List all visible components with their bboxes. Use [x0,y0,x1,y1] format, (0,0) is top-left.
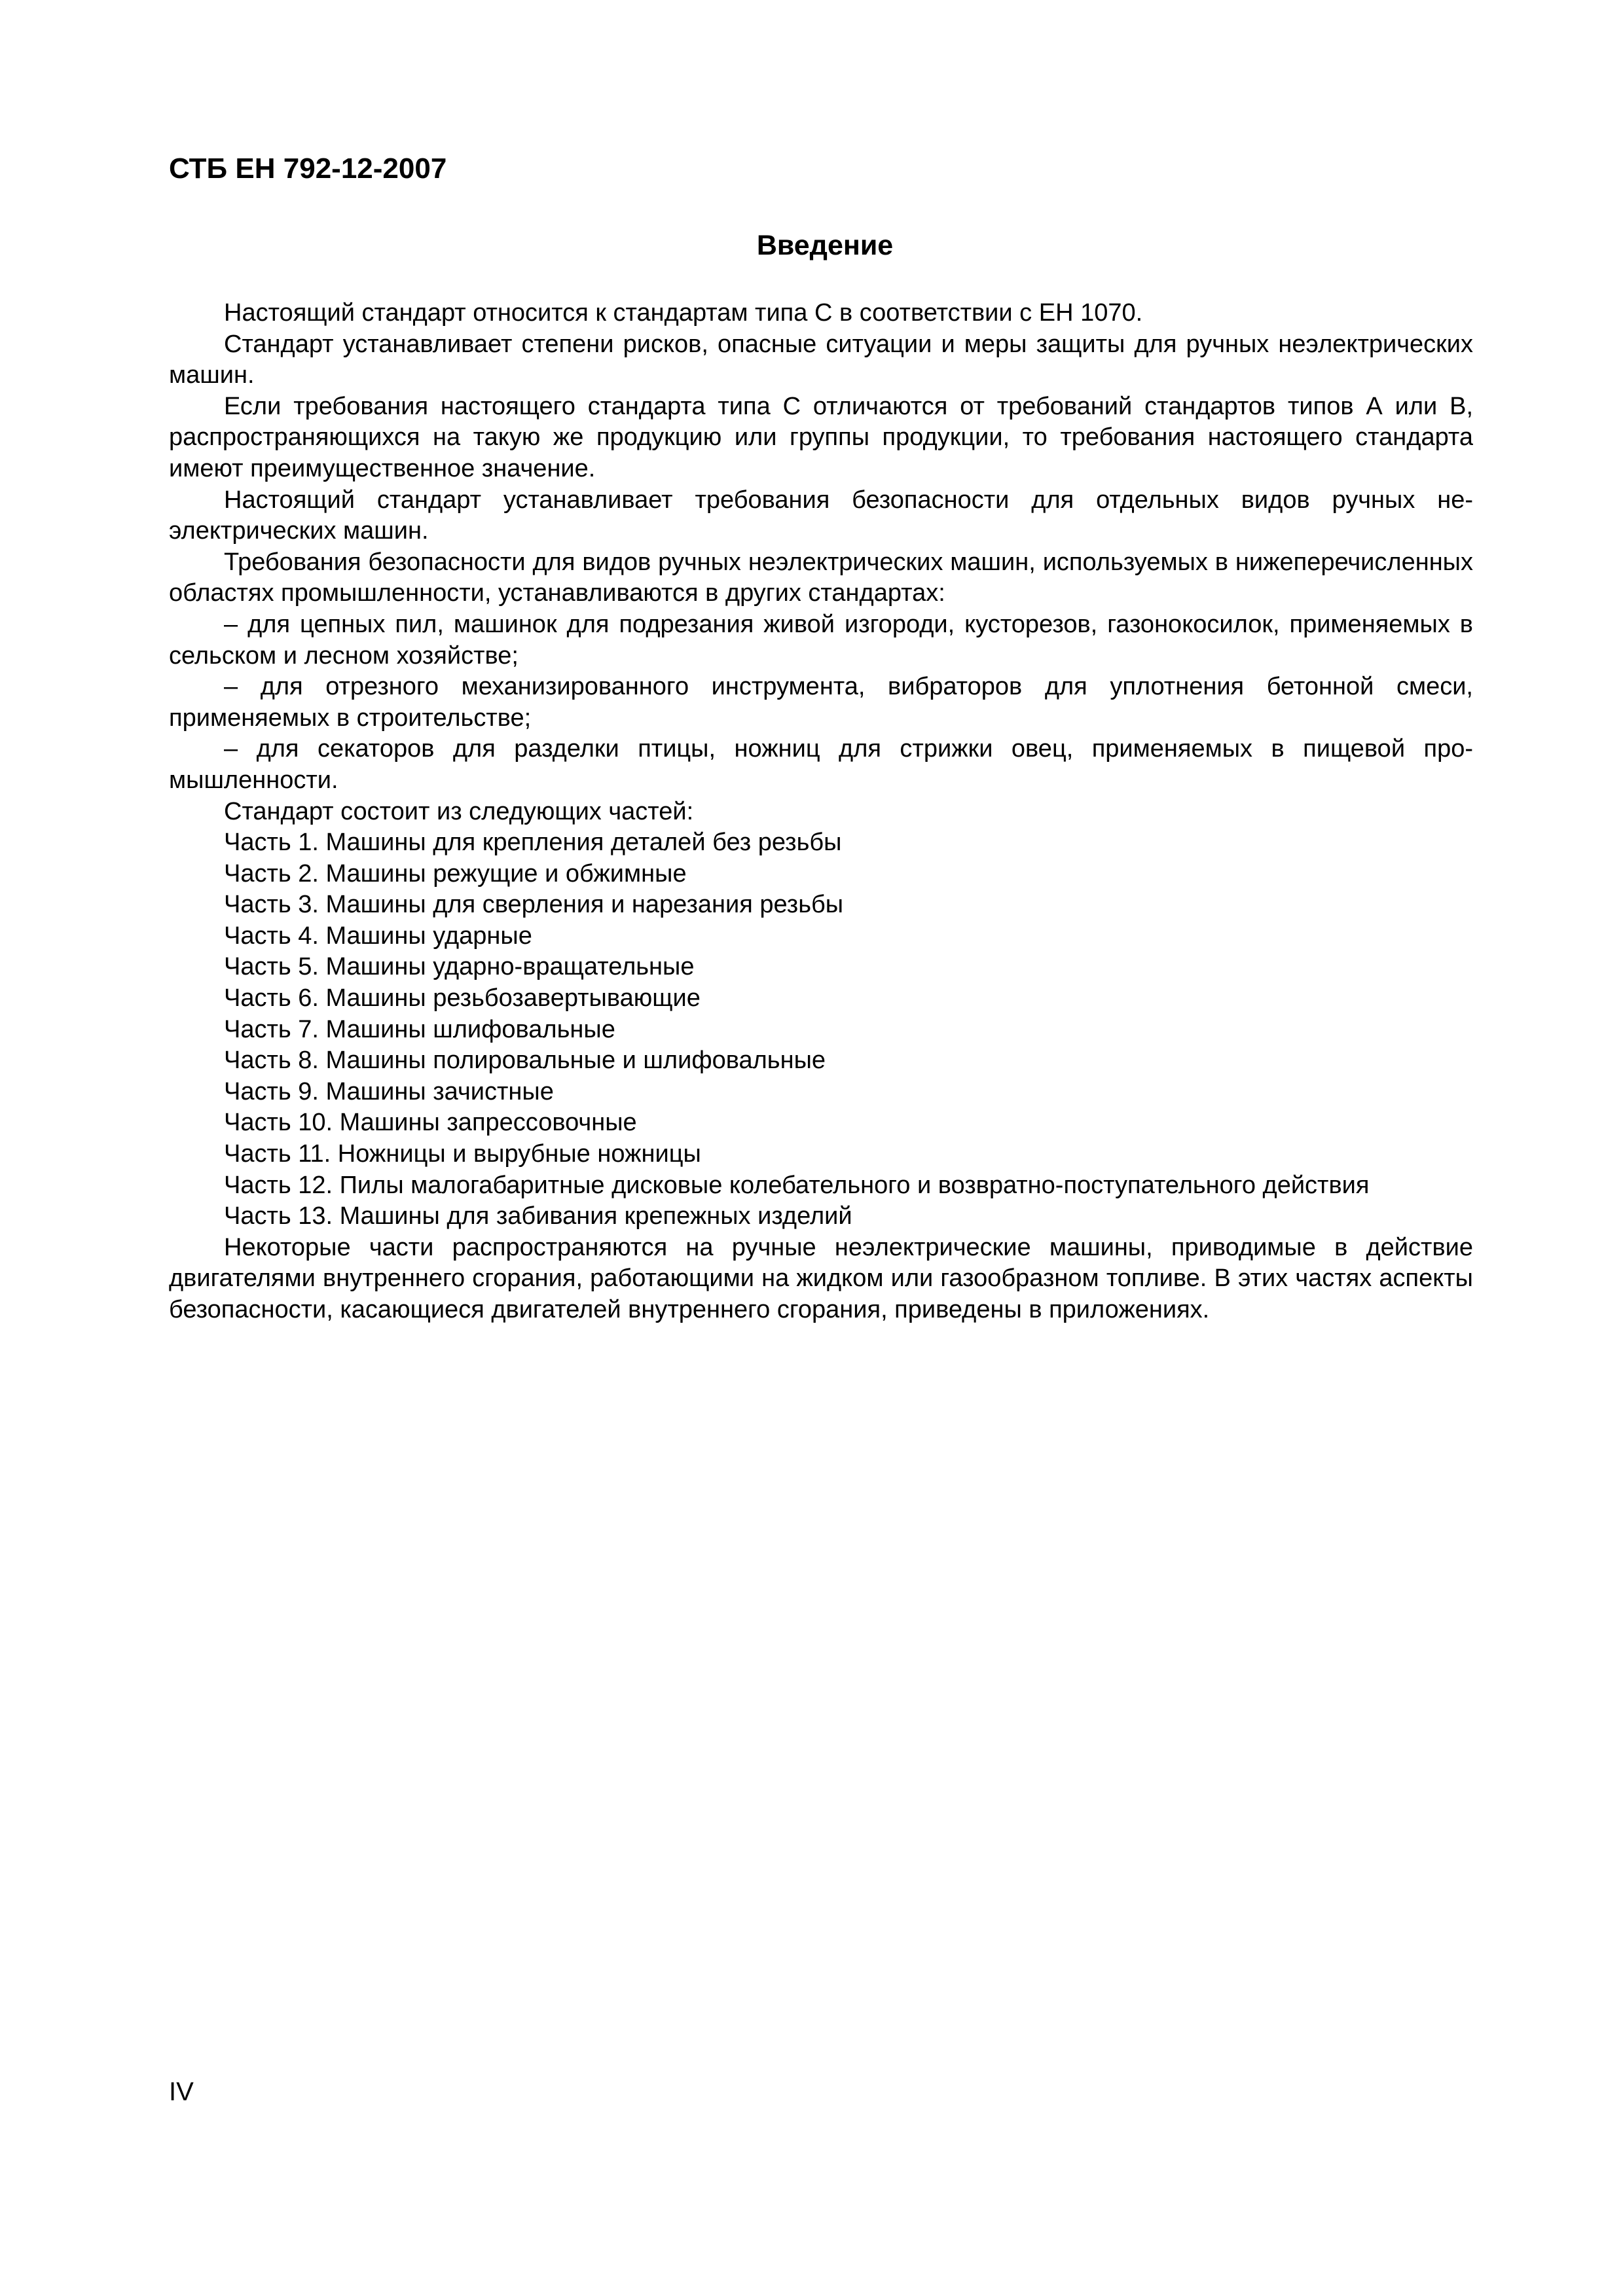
document-code: СТБ ЕН 792-12-2007 [169,152,447,185]
list-item-dash: – для отрезного механизированного инструмента, вибраторов для уплотнения бетонной смеси, применяемых в строительстве; [169,673,1473,732]
part-item: Часть 5. Машины ударно-вращательные [224,953,695,981]
part-item: Часть 10. Машины запрессовочные [224,1109,637,1137]
paragraph: Стандарт устанавливает степени рисков, опасные ситуации и меры защиты для ручных неэлектрических машин. [169,330,1473,389]
part-item: Часть 9. Машины зачистные [224,1077,554,1105]
part-item: Часть 11. Ножницы и вырубные ножницы [224,1140,701,1168]
paragraph: Требования безопасности для видов ручных неэлектрических машин, используемых в нижеперечисленных областях промышленности, устанавливаются в других стандартах: [169,548,1473,607]
part-item: Часть 4. Машины ударные [224,922,532,950]
part-item: Часть 2. Машины режущие и обжимные [224,859,687,888]
paragraph: Настоящий стандарт относится к стандартам типа С в соответствии с ЕН 1070. [224,299,1143,327]
part-item: Часть 1. Машины для крепления деталей без резьбы [224,829,842,857]
part-item: Часть 12. Пилы малогабаритные дисковые колебательного и возвратно-поступательного действия [224,1171,1370,1199]
part-item: Часть 7. Машины шлифовальные [224,1015,615,1043]
part-item: Часть 6. Машины резьбозавертывающие [224,984,701,1013]
introduction-body [169,298,1473,1326]
section-title: Введение [756,230,894,261]
paragraph: Настоящий стандарт устанавливает требования безопасности для отдельных видов ручных неэлектрических машин. [169,486,1473,545]
list-item-dash: – для цепных пил, машинок для подрезания живой изгороди, кусторезов, газонокосилок, применяемых в сельском и лесном хозяйстве; [169,610,1473,670]
part-item: Часть 3. Машины для сверления и нарезания резьбы [224,891,844,919]
closing-paragraph: Некоторые части распространяются на ручные неэлектрические машины, приводимые в действие двигателями внутреннего сгорания, работающими на жидком или газообразном топливе. В этих частях аспекты безопасности, касающиеся двигателей внутреннего сгорания, приведены в приложениях. [169,1233,1473,1323]
paragraph: Стандарт состоит из следующих частей: [224,797,694,825]
list-item-dash: – для секаторов для разделки птицы, ножниц для стрижки овец, применяемых в пищевой промышленности. [169,735,1473,794]
part-item: Часть 8. Машины полировальные и шлифовальные [224,1047,826,1075]
part-item: Часть 13. Машины для забивания крепежных изделий [224,1202,852,1230]
page-number: IV [169,2077,194,2106]
paragraph: Если требования настоящего стандарта типа С отличаются от требований стандартов типов А или В, распространяющихся на такую же продукцию или группы продукции, то требования настоящего стандарта имеют преимущественное значение. [169,392,1473,482]
